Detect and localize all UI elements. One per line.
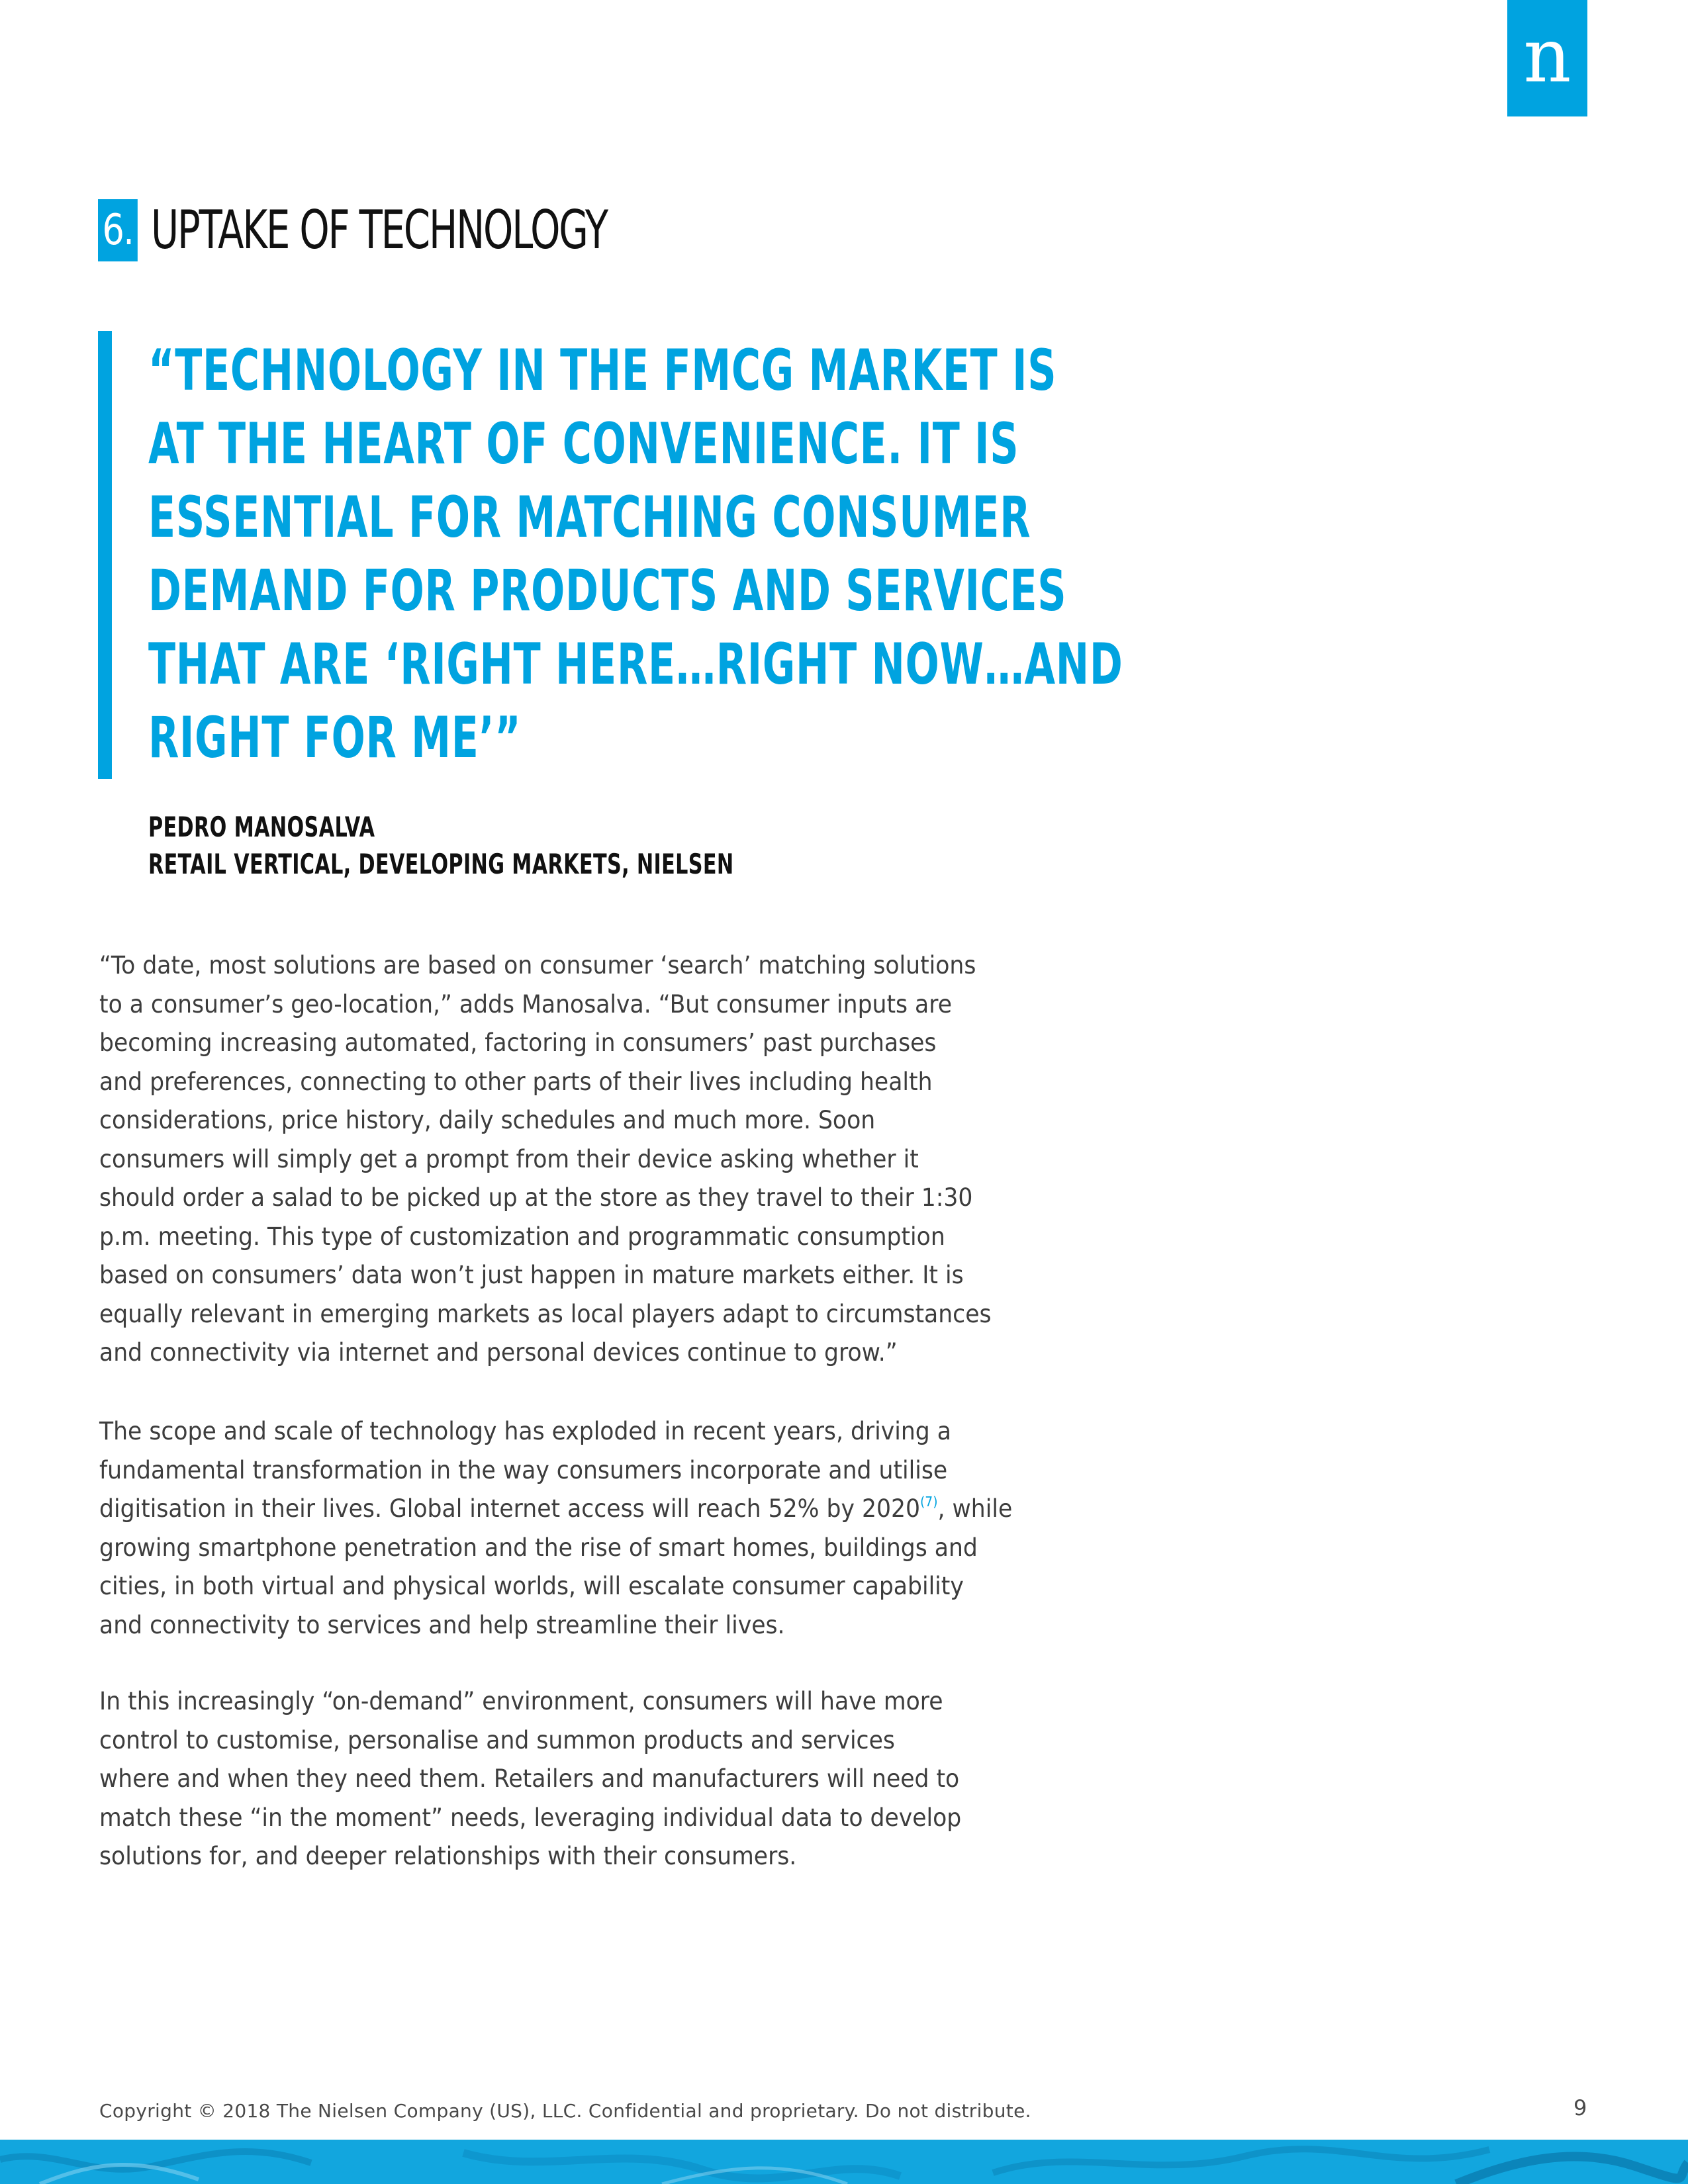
paragraph-line: fundamental transformation in the way consumers incorporate and utilise bbox=[99, 1455, 948, 1484]
paragraph-line: p.m. meeting. This type of customization and programmatic consumption bbox=[99, 1222, 945, 1251]
quote-attribution bbox=[148, 809, 962, 883]
logo-letter: n bbox=[1523, 13, 1571, 99]
paragraph-line-text: , while bbox=[937, 1494, 1013, 1523]
paragraph-line: equally relevant in emerging markets as local players adapt to circumstances bbox=[99, 1299, 992, 1328]
body-paragraph-1 bbox=[99, 946, 1053, 1373]
quote-line: “TECHNOLOGY IN THE FMCG MARKET IS bbox=[148, 338, 1057, 404]
paragraph-line: “To date, most solutions are based on consumer ‘search’ matching solutions bbox=[99, 951, 976, 979]
paragraph-line: solutions for, and deeper relationships with their consumers. bbox=[99, 1842, 797, 1870]
quote-line: ESSENTIAL FOR MATCHING CONSUMER bbox=[148, 484, 1031, 551]
nielsen-logo bbox=[1507, 0, 1587, 116]
paragraph-line: becoming increasing automated, factoring in consumers’ past purchases bbox=[99, 1028, 937, 1057]
paragraph-line: based on consumers’ data won’t just happen in mature markets either. It is bbox=[99, 1261, 964, 1289]
copyright-notice: Copyright © 2018 The Nielsen Company (US), LLC. Confidential and proprietary. Do not distribute. bbox=[99, 2100, 1031, 2122]
section-title: UPTAKE OF TECHNOLOGY bbox=[151, 199, 607, 261]
paragraph-line: consumers will simply get a prompt from their device asking whether it bbox=[99, 1144, 919, 1173]
paragraph-line: and preferences, connecting to other parts of their lives including health bbox=[99, 1067, 933, 1096]
paragraph-line: The scope and scale of technology has exploded in recent years, driving a bbox=[99, 1417, 951, 1445]
quote-line: DEMAND FOR PRODUCTS AND SERVICES bbox=[148, 558, 1067, 624]
quote-line: AT THE HEART OF CONVENIENCE. IT IS bbox=[148, 411, 1019, 477]
quote-line: RIGHT FOR ME’” bbox=[148, 705, 522, 771]
paragraph-line: growing smartphone penetration and the rise of smart homes, buildings and bbox=[99, 1533, 978, 1562]
author-role: RETAIL VERTICAL, DEVELOPING MARKETS, NIELSEN bbox=[148, 848, 734, 880]
decorative-wave-band bbox=[0, 2140, 1688, 2184]
paragraph-line: should order a salad to be picked up at the store as they travel to their 1:30 bbox=[99, 1183, 973, 1212]
paragraph-line: control to customise, personalise and summon products and services bbox=[99, 1725, 895, 1754]
quote-line: THAT ARE ‘RIGHT HERE…RIGHT NOW…AND bbox=[148, 631, 1123, 698]
paragraph-line: considerations, price history, daily schedules and much more. Soon bbox=[99, 1106, 876, 1134]
paragraph-line: match these “in the moment” needs, leveraging individual data to develop bbox=[99, 1803, 962, 1832]
paragraph-line: cities, in both virtual and physical worlds, will escalate consumer capability bbox=[99, 1572, 964, 1600]
paragraph-line: and connectivity to services and help streamline their lives. bbox=[99, 1610, 785, 1639]
section-heading bbox=[98, 199, 607, 261]
body-paragraph-2 bbox=[99, 1412, 1076, 1645]
wave-pattern-icon bbox=[0, 2140, 1688, 2184]
page-number: 9 bbox=[1573, 2095, 1587, 2120]
paragraph-line-text: digitisation in their lives. Global internet access will reach 52% by 2020 bbox=[99, 1494, 921, 1523]
footnote-reference-link[interactable]: (7) bbox=[920, 1494, 938, 1510]
paragraph-line bbox=[99, 1490, 1012, 1529]
paragraph-line: where and when they need them. Retailers and manufacturers will need to bbox=[99, 1764, 960, 1793]
paragraph-line: In this increasingly “on-demand” environment, consumers will have more bbox=[99, 1687, 943, 1715]
paragraph-line: and connectivity via internet and personal devices continue to grow.” bbox=[99, 1338, 898, 1367]
paragraph-line: to a consumer’s geo-location,” adds Manosalva. “But consumer inputs are bbox=[99, 989, 953, 1019]
body-paragraph-3 bbox=[99, 1682, 1021, 1876]
pull-quote bbox=[148, 334, 1541, 775]
quote-accent-bar bbox=[98, 331, 112, 779]
section-number: 6. bbox=[98, 199, 138, 261]
author-name: PEDRO MANOSALVA bbox=[148, 811, 375, 843]
